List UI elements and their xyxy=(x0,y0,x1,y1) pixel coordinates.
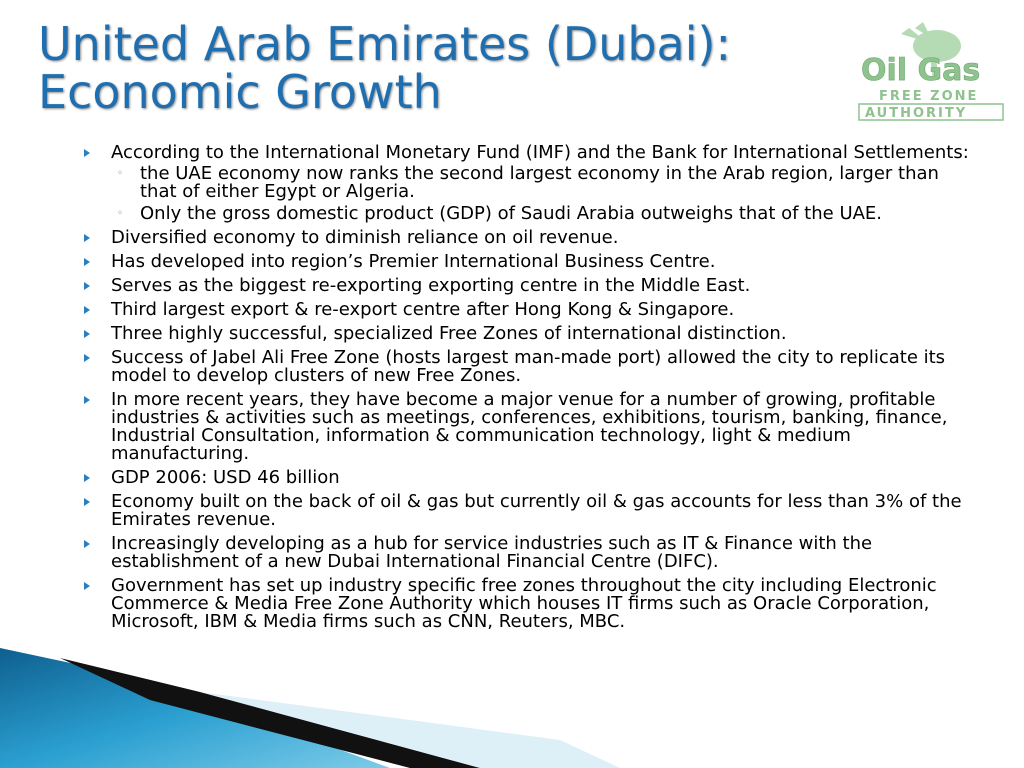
slide-title-line-1: United Arab Emirates (Dubai): xyxy=(38,17,731,71)
hollow-circle-icon: ◦ xyxy=(117,208,123,219)
bullet-text: According to the International Monetary Fund (IMF) and the Bank for International Settlements: xyxy=(111,142,969,163)
bullet-item xyxy=(80,535,980,571)
bullet-arrow-icon xyxy=(84,306,90,314)
bullet-item xyxy=(80,349,980,385)
bullet-arrow-icon xyxy=(84,149,90,157)
bullet-arrow-icon xyxy=(84,258,90,266)
sub-bullet-item xyxy=(111,205,980,223)
slide-title xyxy=(38,17,868,119)
bullet-arrow-icon xyxy=(84,354,90,362)
logo-text-bottom: AUTHORITY xyxy=(865,106,968,121)
bullet-text: Has developed into region’s Premier International Business Centre. xyxy=(111,251,716,272)
bullet-item xyxy=(80,493,980,529)
hollow-circle-icon: ◦ xyxy=(117,168,123,179)
bullet-item xyxy=(80,325,980,343)
bullet-text: GDP 2006: USD 46 billion xyxy=(111,467,340,488)
bullet-text: Three highly successful, specialized Free Zones of international distinction. xyxy=(111,323,787,344)
bullet-item xyxy=(80,577,980,631)
bullet-text: Success of Jabel Ali Free Zone (hosts largest man-made port) allowed the city to replicate its model to develop clusters of new Free Zones. xyxy=(111,347,946,386)
sub-bullet-text: Only the gross domestic product (GDP) of Saudi Arabia outweighs that of the UAE. xyxy=(140,203,883,224)
bullet-item xyxy=(80,391,980,463)
bullet-item xyxy=(80,253,980,271)
bullet-arrow-icon xyxy=(84,396,90,404)
bullet-item xyxy=(80,277,980,295)
bullet-text: In more recent years, they have become a major venue for a number of growing, profitable industries & activities such as meetings, conferences, exhibitions, tourism, banking, finance, Industrial Consultation, information & communication technology, light & medium manufacturing. xyxy=(111,389,948,464)
bullet-arrow-icon xyxy=(84,474,90,482)
bullet-arrow-icon xyxy=(84,540,90,548)
bullet-text: Serves as the biggest re-exporting exporting centre in the Middle East. xyxy=(111,275,751,296)
bullet-item xyxy=(80,229,980,247)
bullet-text: Economy built on the back of oil & gas but currently oil & gas accounts for less than 3% of the Emirates revenue. xyxy=(111,491,962,530)
bullet-list xyxy=(80,144,980,631)
sub-bullet-item xyxy=(111,165,980,201)
sub-bullet-text: the UAE economy now ranks the second largest economy in the Arab region, larger than that of either Egypt or Algeria. xyxy=(140,163,939,202)
bullet-arrow-icon xyxy=(84,582,90,590)
bullet-item xyxy=(80,301,980,319)
oil-gas-free-zone-authority-logo xyxy=(857,20,1007,128)
bullet-arrow-icon xyxy=(84,498,90,506)
corner-decoration xyxy=(0,640,1024,768)
slide-title-line-2: Economic Growth xyxy=(38,65,442,119)
bullet-arrow-icon xyxy=(84,282,90,290)
bullet-item xyxy=(80,144,980,223)
slide-body xyxy=(80,144,980,637)
bullet-arrow-icon xyxy=(84,234,90,242)
sub-bullet-list xyxy=(111,165,980,223)
bullet-text: Government has set up industry specific free zones throughout the city including Electronic Commerce & Media Free Zone Authority which houses IT firms such as Oracle Corporation, Microsoft, IBM & Media firms such as CNN, Reuters, MBC. xyxy=(111,575,937,632)
bullet-text: Third largest export & re-export centre after Hong Kong & Singapore. xyxy=(111,299,735,320)
bullet-arrow-icon xyxy=(84,330,90,338)
logo-text-top: Oil Gas xyxy=(861,53,981,88)
bullet-text: Diversified economy to diminish reliance on oil revenue. xyxy=(111,227,619,248)
bullet-text: Increasingly developing as a hub for service industries such as IT & Finance with the establishment of a new Dubai International Financial Centre (DIFC). xyxy=(111,533,873,572)
bullet-item xyxy=(80,469,980,487)
logo-text-mid: FREE ZONE xyxy=(879,89,979,104)
